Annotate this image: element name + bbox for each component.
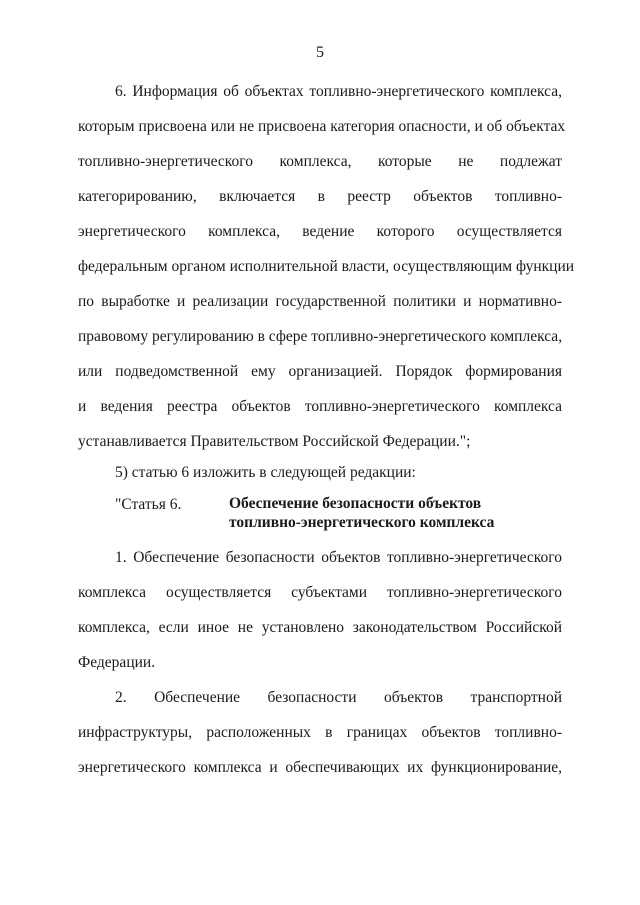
- text-line: энергетического комплекса, ведение которого осуществляется: [78, 223, 562, 240]
- text-line: комплекса, если иное не установлено законодательством Российской: [78, 619, 562, 636]
- article-label: "Статья 6.: [115, 496, 182, 513]
- text-line: и ведения реестра объектов топливно-энергетического комплекса: [78, 398, 562, 415]
- text-line: комплекса осуществляется субъектами топливно-энергетического: [78, 584, 562, 601]
- article-title: [229, 494, 494, 532]
- text-line: 5) статью 6 изложить в следующей редакции:: [115, 464, 416, 481]
- text-line: устанавливается Правительством Российской Федерации.";: [78, 433, 471, 450]
- text-line: категорированию, включается в реестр объектов топливно-: [78, 188, 562, 205]
- text-line: которым присвоена или не присвоена категория опасности, и об объектах: [78, 118, 566, 135]
- text-line: энергетического комплекса и обеспечивающих их функционирование,: [78, 759, 562, 776]
- text-line: топливно-энергетического комплекса, которые не подлежат: [78, 153, 562, 170]
- text-line: правовому регулированию в сфере топливно-энергетического комплекса,: [78, 328, 563, 345]
- page-number: 5: [316, 44, 324, 61]
- text-line: Федерации.: [78, 654, 156, 671]
- text-line: 1. Обеспечение безопасности объектов топливно-энергетического: [115, 549, 562, 566]
- text-line: по выработке и реализации государственной политики и нормативно-: [78, 293, 562, 310]
- text-line: инфраструктуры, расположенных в границах объектов топливно-: [78, 724, 562, 741]
- text-line: 6. Информация об объектах топливно-энергетического комплекса,: [115, 83, 562, 100]
- text-line: федеральным органом исполнительной власти, осуществляющим функции: [78, 258, 575, 275]
- text-line: или подведомственной ему организацией. Порядок формирования: [78, 363, 562, 380]
- text-line: 2. Обеспечение безопасности объектов транспортной: [115, 689, 562, 706]
- article-title-line: Обеспечение безопасности объектов: [229, 495, 482, 512]
- article-title-line: топливно-энергетического комплекса: [229, 514, 495, 531]
